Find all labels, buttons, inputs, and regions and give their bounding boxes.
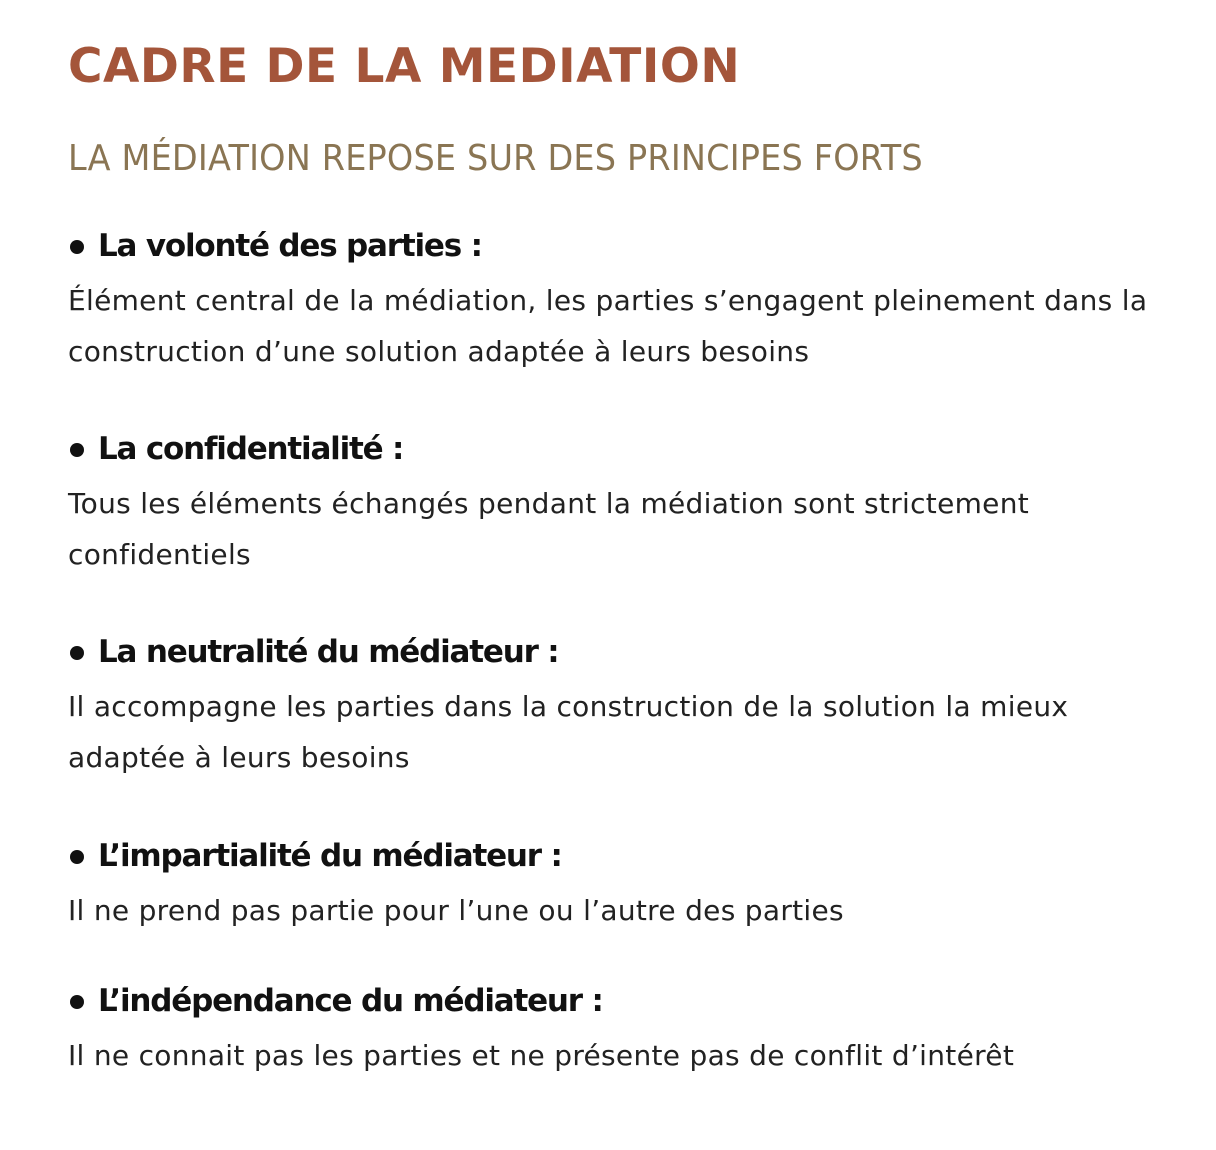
page-title: CADRE DE LA MEDIATION (68, 39, 741, 94)
principle-description: Il ne prend pas partie pour l’une ou l’autre des parties (68, 894, 844, 928)
principle-heading-label: La volonté des parties : (98, 228, 482, 264)
principle-heading (68, 838, 1178, 875)
bullet-icon (70, 850, 84, 864)
principle-heading (68, 983, 1178, 1020)
principle-heading-label: La confidentialité : (98, 431, 404, 467)
principle-confidentialite (68, 431, 1178, 580)
principle-description: Tous les éléments échangés pendant la médiation sont strictement confidentiels (68, 487, 1030, 572)
bullet-icon (70, 443, 84, 457)
principle-independance (68, 983, 1178, 1081)
principle-description: Il ne connait pas les parties et ne présente pas de conflit d’intérêt (68, 1039, 1015, 1073)
principle-heading (68, 634, 1178, 671)
principle-neutralite (68, 634, 1178, 783)
principle-volonte (68, 228, 1178, 377)
principle-heading-label: L’indépendance du médiateur : (98, 983, 603, 1019)
bullet-icon (70, 240, 84, 254)
page-subtitle: LA MÉDIATION REPOSE SUR DES PRINCIPES FORTS (68, 138, 923, 179)
principle-impartialite (68, 838, 1178, 936)
principle-heading-label: La neutralité du médiateur : (98, 634, 559, 670)
principle-heading (68, 228, 1178, 265)
bullet-icon (70, 995, 84, 1009)
principle-heading (68, 431, 1178, 468)
principle-heading-label: L’impartialité du médiateur : (98, 838, 562, 874)
principle-description: Élément central de la médiation, les parties s’engagent pleinement dans la construction d’une solution adaptée à leurs besoins (68, 284, 1148, 369)
principle-description: Il accompagne les parties dans la construction de la solution la mieux adaptée à leurs besoins (68, 690, 1069, 775)
bullet-icon (70, 646, 84, 660)
